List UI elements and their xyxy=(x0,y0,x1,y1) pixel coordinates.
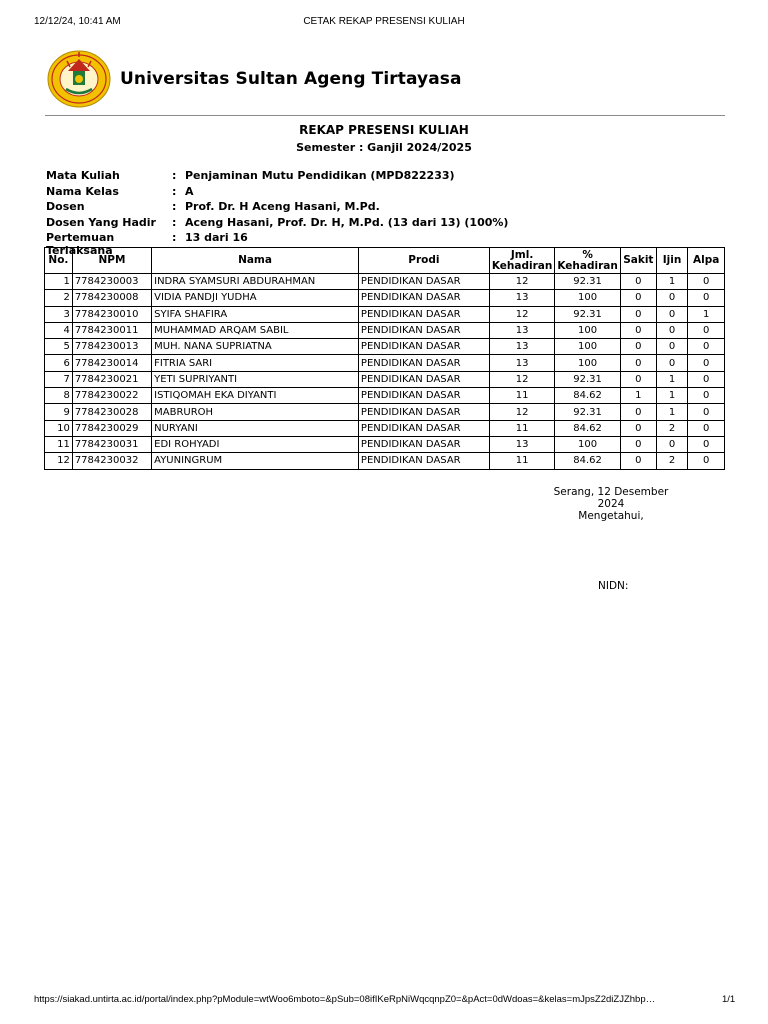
cell-ijin: 1 xyxy=(656,404,687,420)
table-row xyxy=(45,436,725,452)
cell-ijin: 0 xyxy=(656,290,687,306)
table-row xyxy=(45,453,725,469)
info-label: Dosen xyxy=(46,200,85,213)
cell-no: 9 xyxy=(45,404,73,420)
info-separator: : xyxy=(172,184,177,198)
cell-no: 1 xyxy=(45,274,73,290)
cell-prodi: PENDIDIKAN DASAR xyxy=(358,274,489,290)
info-value: Aceng Hasani, Prof. Dr. H, M.Pd. (13 dari 13) (100%) xyxy=(185,215,509,229)
cell-prodi: PENDIDIKAN DASAR xyxy=(358,355,489,371)
col-header-npm: NPM xyxy=(72,248,151,274)
cell-sakit: 0 xyxy=(620,371,656,387)
cell-sakit: 0 xyxy=(620,306,656,322)
info-value: 13 dari 16 xyxy=(185,231,248,244)
cell-nama: EDI ROHYADI xyxy=(152,436,359,452)
cell-persen-kehadiran: 100 xyxy=(555,355,621,371)
info-label: Nama Kelas xyxy=(46,184,119,198)
cell-npm: 7784230014 xyxy=(72,355,151,371)
cell-ijin: 1 xyxy=(656,274,687,290)
cell-no: 10 xyxy=(45,420,73,436)
cell-nama: SYIFA SHAFIRA xyxy=(152,306,359,322)
cell-ijin: 0 xyxy=(656,322,687,338)
signature-place-date: Serang, 12 Desember 2024 xyxy=(553,486,669,510)
cell-ijin: 2 xyxy=(656,420,687,436)
header-line: Jml. xyxy=(510,248,534,261)
cell-jml-kehadiran: 12 xyxy=(489,404,555,420)
info-row-dosen xyxy=(46,200,508,216)
cell-no: 2 xyxy=(45,290,73,306)
cell-persen-kehadiran: 100 xyxy=(555,322,621,338)
attendance-table xyxy=(44,247,725,470)
cell-sakit: 0 xyxy=(620,404,656,420)
info-separator: : xyxy=(172,231,177,244)
cell-prodi: PENDIDIKAN DASAR xyxy=(358,436,489,452)
university-logo xyxy=(46,49,112,109)
cell-persen-kehadiran: 92.31 xyxy=(555,306,621,322)
cell-jml-kehadiran: 13 xyxy=(489,339,555,355)
table-row xyxy=(45,306,725,322)
cell-jml-kehadiran: 13 xyxy=(489,436,555,452)
table-header-row xyxy=(45,248,725,274)
info-value: A xyxy=(185,184,194,198)
cell-ijin: 2 xyxy=(656,453,687,469)
cell-nama: AYUNINGRUM xyxy=(152,453,359,469)
print-header xyxy=(0,16,768,32)
cell-prodi: PENDIDIKAN DASAR xyxy=(358,306,489,322)
info-label: Dosen Yang Hadir xyxy=(46,215,156,229)
cell-sakit: 0 xyxy=(620,453,656,469)
cell-nama: MUH. NANA SUPRIATNA xyxy=(152,339,359,355)
cell-prodi: PENDIDIKAN DASAR xyxy=(358,420,489,436)
cell-alpa: 0 xyxy=(688,322,725,338)
cell-prodi: PENDIDIKAN DASAR xyxy=(358,453,489,469)
print-footer-url: https://siakad.untirta.ac.id/portal/index.php?pModule=wtWoo6mboto=&pSub=08ifIKeRpNiWqcqnpZ0=&pAct=0dWdoas=&kelas=mJpsZ2diZJZhbp… xyxy=(34,994,656,1005)
cell-jml-kehadiran: 12 xyxy=(489,371,555,387)
cell-alpa: 0 xyxy=(688,371,725,387)
cell-persen-kehadiran: 84.62 xyxy=(555,420,621,436)
cell-ijin: 1 xyxy=(656,388,687,404)
table-row xyxy=(45,339,725,355)
cell-jml-kehadiran: 11 xyxy=(489,388,555,404)
header-divider xyxy=(45,115,725,116)
cell-alpa: 0 xyxy=(688,290,725,306)
cell-alpa: 0 xyxy=(688,355,725,371)
col-header-sakit: Sakit xyxy=(620,248,656,274)
col-header-nama: Nama xyxy=(152,248,359,274)
table-row xyxy=(45,404,725,420)
info-row-dosen-hadir xyxy=(46,216,508,232)
info-label: Mata Kuliah xyxy=(46,169,120,182)
cell-alpa: 0 xyxy=(688,420,725,436)
cell-no: 3 xyxy=(45,306,73,322)
cell-jml-kehadiran: 11 xyxy=(489,420,555,436)
cell-alpa: 0 xyxy=(688,339,725,355)
cell-no: 5 xyxy=(45,339,73,355)
cell-alpa: 0 xyxy=(688,274,725,290)
cell-jml-kehadiran: 12 xyxy=(489,274,555,290)
info-row-pertemuan xyxy=(46,231,508,257)
info-label: Pertemuan Terlaksana xyxy=(46,231,115,257)
cell-npm: 7784230011 xyxy=(72,322,151,338)
cell-ijin: 1 xyxy=(656,371,687,387)
cell-no: 7 xyxy=(45,371,73,387)
cell-npm: 7784230032 xyxy=(72,453,151,469)
signature-acknowledged: Mengetahui, xyxy=(578,510,644,522)
table-row xyxy=(45,322,725,338)
course-info xyxy=(46,169,509,257)
cell-npm: 7784230013 xyxy=(72,339,151,355)
cell-npm: 7784230010 xyxy=(72,306,151,322)
col-header-prodi: Prodi xyxy=(358,248,489,274)
cell-alpa: 0 xyxy=(688,404,725,420)
cell-no: 11 xyxy=(45,436,73,452)
table-row xyxy=(45,388,725,404)
cell-npm: 7784230031 xyxy=(72,436,151,452)
cell-npm: 7784230029 xyxy=(72,420,151,436)
cell-ijin: 0 xyxy=(656,355,687,371)
col-header-alpa: Alpa xyxy=(688,248,725,274)
header-line: % xyxy=(582,248,593,261)
info-separator: : xyxy=(172,200,177,213)
cell-npm: 7784230021 xyxy=(72,371,151,387)
table-row xyxy=(45,371,725,387)
info-separator: : xyxy=(172,169,177,182)
cell-nama: NURYANI xyxy=(152,420,359,436)
cell-persen-kehadiran: 92.31 xyxy=(555,371,621,387)
cell-prodi: PENDIDIKAN DASAR xyxy=(358,322,489,338)
cell-persen-kehadiran: 84.62 xyxy=(555,388,621,404)
cell-sakit: 0 xyxy=(620,339,656,355)
cell-persen-kehadiran: 84.62 xyxy=(555,453,621,469)
nidn-label: NIDN: xyxy=(598,580,629,592)
cell-jml-kehadiran: 11 xyxy=(489,453,555,469)
cell-nama: FITRIA SARI xyxy=(152,355,359,371)
cell-alpa: 0 xyxy=(688,453,725,469)
header-line: Kehadiran xyxy=(491,259,553,272)
table-row xyxy=(45,355,725,371)
cell-nama: YETI SUPRIYANTI xyxy=(152,371,359,387)
cell-nama: MABRUROH xyxy=(152,404,359,420)
cell-jml-kehadiran: 13 xyxy=(489,322,555,338)
cell-no: 12 xyxy=(45,453,73,469)
print-document-title: CETAK REKAP PRESENSI KULIAH xyxy=(303,16,465,27)
table-row xyxy=(45,274,725,290)
info-value: Prof. Dr. H Aceng Hasani, M.Pd. xyxy=(185,200,380,213)
report-title: REKAP PRESENSI KULIAH xyxy=(299,123,469,137)
cell-npm: 7784230008 xyxy=(72,290,151,306)
cell-no: 6 xyxy=(45,355,73,371)
cell-sakit: 0 xyxy=(620,355,656,371)
cell-alpa: 0 xyxy=(688,436,725,452)
info-separator: : xyxy=(172,215,177,229)
university-header xyxy=(46,48,462,110)
cell-persen-kehadiran: 100 xyxy=(555,436,621,452)
cell-persen-kehadiran: 100 xyxy=(555,290,621,306)
cell-persen-kehadiran: 92.31 xyxy=(555,404,621,420)
cell-no: 8 xyxy=(45,388,73,404)
cell-nama: MUHAMMAD ARQAM SABIL xyxy=(152,322,359,338)
cell-npm: 7784230003 xyxy=(72,274,151,290)
cell-persen-kehadiran: 92.31 xyxy=(555,274,621,290)
cell-npm: 7784230022 xyxy=(72,388,151,404)
cell-sakit: 0 xyxy=(620,274,656,290)
info-row-mata-kuliah xyxy=(46,169,508,185)
signature-block xyxy=(541,486,681,522)
cell-sakit: 0 xyxy=(620,290,656,306)
print-timestamp: 12/12/24, 10:41 AM xyxy=(34,16,121,27)
cell-jml-kehadiran: 13 xyxy=(489,355,555,371)
cell-sakit: 1 xyxy=(620,388,656,404)
cell-sakit: 0 xyxy=(620,420,656,436)
cell-alpa: 1 xyxy=(688,306,725,322)
cell-no: 4 xyxy=(45,322,73,338)
cell-nama: INDRA SYAMSURI ABDURAHMAN xyxy=(152,274,359,290)
cell-prodi: PENDIDIKAN DASAR xyxy=(358,290,489,306)
cell-npm: 7784230028 xyxy=(72,404,151,420)
university-name: Universitas Sultan Ageng Tirtayasa xyxy=(120,69,462,89)
col-header-ijin: Ijin xyxy=(656,248,687,274)
header-line: Kehadiran xyxy=(557,259,618,272)
cell-prodi: PENDIDIKAN DASAR xyxy=(358,371,489,387)
cell-persen-kehadiran: 100 xyxy=(555,339,621,355)
cell-nama: ISTIQOMAH EKA DIYANTI xyxy=(152,388,359,404)
cell-prodi: PENDIDIKAN DASAR xyxy=(358,339,489,355)
info-value: Penjaminan Mutu Pendidikan (MPD822233) xyxy=(185,169,455,182)
cell-ijin: 0 xyxy=(656,436,687,452)
info-row-nama-kelas xyxy=(46,185,508,201)
cell-jml-kehadiran: 13 xyxy=(489,290,555,306)
cell-sakit: 0 xyxy=(620,322,656,338)
cell-sakit: 0 xyxy=(620,436,656,452)
cell-jml-kehadiran: 12 xyxy=(489,306,555,322)
report-semester: Semester : Ganjil 2024/2025 xyxy=(296,141,472,154)
cell-prodi: PENDIDIKAN DASAR xyxy=(358,388,489,404)
cell-prodi: PENDIDIKAN DASAR xyxy=(358,404,489,420)
cell-alpa: 0 xyxy=(688,388,725,404)
col-header-jml-kehadiran xyxy=(489,248,555,274)
col-header-no: No. xyxy=(45,248,73,274)
print-page-number: 1/1 xyxy=(722,994,736,1005)
cell-ijin: 0 xyxy=(656,306,687,322)
table-row xyxy=(45,420,725,436)
col-header-persen-kehadiran xyxy=(555,248,621,274)
cell-nama: VIDIA PANDJI YUDHA xyxy=(152,290,359,306)
cell-ijin: 0 xyxy=(656,339,687,355)
table-row xyxy=(45,290,725,306)
